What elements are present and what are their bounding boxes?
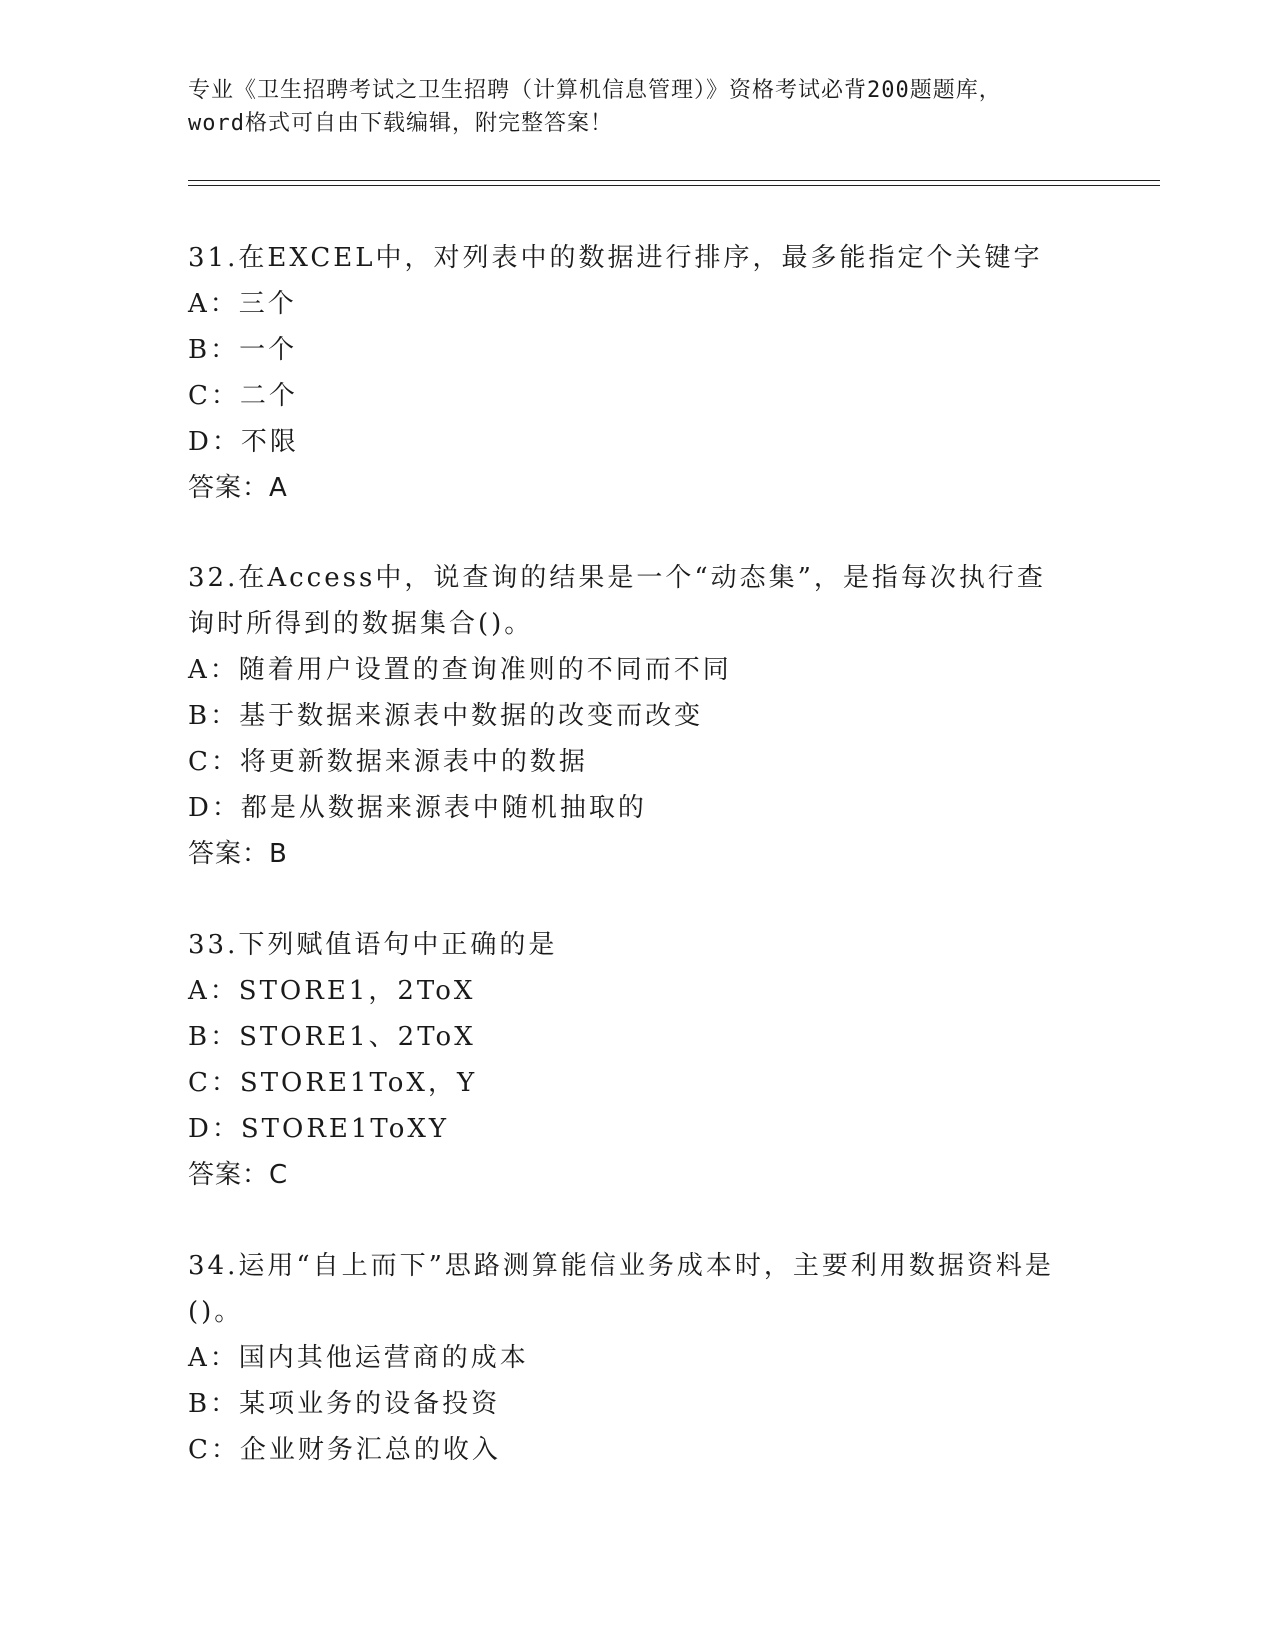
option-b: B：一个 xyxy=(188,335,298,365)
option-c: C：企业财务汇总的收入 xyxy=(188,1435,501,1465)
question-34 xyxy=(188,1243,1088,1473)
answer-line: 答案：B xyxy=(188,839,288,869)
option-a: A：随着用户设置的查询准则的不同而不同 xyxy=(188,655,732,685)
option-a: A：STORE1，2ToX xyxy=(188,976,476,1006)
question-stem: 33.下列赋值语句中正确的是 xyxy=(188,930,558,960)
header-divider-bottom xyxy=(188,185,1160,186)
question-stem: 34.运用“自上而下”思路测算能信业务成本时，主要利用数据资料是 xyxy=(188,1251,1054,1281)
option-c: C：STORE1ToX，Y xyxy=(188,1068,478,1098)
answer-line: 答案：A xyxy=(188,473,288,503)
answer-line: 答案：C xyxy=(188,1160,289,1190)
question-33 xyxy=(188,922,1088,1198)
header-divider-top xyxy=(188,180,1160,181)
option-b: B：某项业务的设备投资 xyxy=(188,1389,501,1419)
option-d: D：不限 xyxy=(188,427,299,457)
option-d: D：都是从数据来源表中随机抽取的 xyxy=(188,793,647,823)
option-b: B：基于数据来源表中数据的改变而改变 xyxy=(188,701,704,731)
question-stem-continued: 询时所得到的数据集合()。 xyxy=(188,609,534,639)
question-stem: 32.在Access中，说查询的结果是一个“动态集”，是指每次执行查 xyxy=(188,563,1046,593)
question-32 xyxy=(188,555,1088,877)
option-d: D：STORE1ToXY xyxy=(188,1114,450,1144)
option-c: C：二个 xyxy=(188,381,298,411)
header-line-1: 专业《卫生招聘考试之卫生招聘（计算机信息管理）》资格考试必背200题题库， xyxy=(188,78,1002,103)
header-line-2: word格式可自由下载编辑，附完整答案！ xyxy=(188,111,613,136)
question-stem: 31.在EXCEL中，对列表中的数据进行排序，最多能指定个关键字 xyxy=(188,243,1043,273)
option-b: B：STORE1、2ToX xyxy=(188,1022,476,1052)
option-a: A：三个 xyxy=(188,289,297,319)
option-c: C：将更新数据来源表中的数据 xyxy=(188,747,588,777)
question-31 xyxy=(188,235,1088,511)
question-stem-continued: ()。 xyxy=(188,1297,244,1327)
document-header xyxy=(188,74,1088,140)
option-a: A：国内其他运营商的成本 xyxy=(188,1343,529,1373)
